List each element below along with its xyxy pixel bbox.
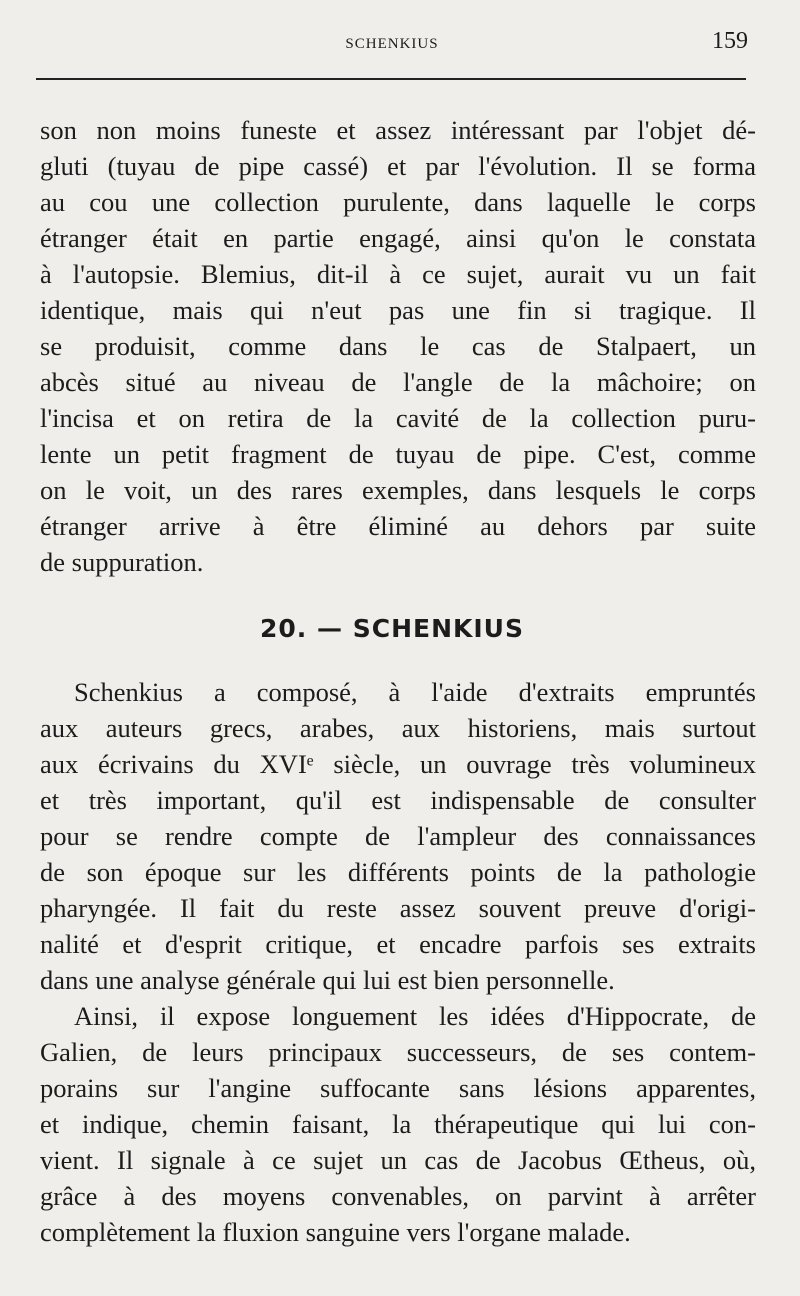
paragraph-section bbox=[40, 674, 756, 1250]
text-line: Ainsi, il expose longuement les idées d'Hippocrate, de bbox=[74, 1001, 756, 1031]
text-line: identique, mais qui n'eut pas une fin si tragique. Il bbox=[40, 295, 756, 325]
text-line: abcès situé au niveau de l'angle de la mâchoire; on bbox=[40, 367, 756, 397]
page-header bbox=[36, 28, 748, 64]
text-line: son non moins funeste et assez intéressant par l'objet dé- bbox=[40, 115, 756, 145]
text-line: grâce à des moyens convenables, on parvint à arrêter bbox=[40, 1181, 756, 1211]
text-line: lente un petit fragment de tuyau de pipe. C'est, comme bbox=[40, 439, 756, 469]
text-line: Galien, de leurs principaux successeurs, de ses contem- bbox=[40, 1037, 756, 1067]
text-line: dans une analyse générale qui lui est bien personnelle. bbox=[40, 965, 615, 995]
text-line: l'incisa et on retira de la cavité de la collection puru- bbox=[40, 403, 756, 433]
text-line: pour se rendre compte de l'ampleur des connaissances bbox=[40, 821, 756, 851]
section-title: 20. — SCHENKIUS bbox=[260, 614, 524, 643]
text-line: aux écrivains du XVIᵉ siècle, un ouvrage très volumineux bbox=[40, 749, 756, 779]
text-line: à l'autopsie. Blemius, dit-il à ce sujet, aurait vu un fait bbox=[40, 259, 756, 289]
header-rule bbox=[36, 78, 746, 80]
text-line: étranger était en partie engagé, ainsi qu'on le constata bbox=[40, 223, 756, 253]
text-line: porains sur l'angine suffocante sans lésions apparentes, bbox=[40, 1073, 756, 1103]
text-line: étranger arrive à être éliminé au dehors par suite bbox=[40, 511, 756, 541]
text-line: complètement la fluxion sanguine vers l'organe malade. bbox=[40, 1217, 631, 1247]
text-line: Schenkius a composé, à l'aide d'extraits empruntés bbox=[74, 677, 756, 707]
text-line: se produisit, comme dans le cas de Stalpaert, un bbox=[40, 331, 756, 361]
text-line: et indique, chemin faisant, la thérapeutique qui lui con- bbox=[40, 1109, 756, 1139]
paragraph-continued bbox=[40, 112, 756, 580]
text-line: de son époque sur les différents points de la pathologie bbox=[40, 857, 756, 887]
text-line: au cou une collection purulente, dans laquelle le corps bbox=[40, 187, 756, 217]
text-line: et très important, qu'il est indispensable de consulter bbox=[40, 785, 756, 815]
text-line: aux auteurs grecs, arabes, aux historiens, mais surtout bbox=[40, 713, 756, 743]
text-line: de suppuration. bbox=[40, 547, 204, 577]
text-line: gluti (tuyau de pipe cassé) et par l'évolution. Il se forma bbox=[40, 151, 756, 181]
text-line: vient. Il signale à ce sujet un cas de Jacobus Œtheus, où, bbox=[40, 1145, 756, 1175]
text-line: on le voit, un des rares exemples, dans lesquels le corps bbox=[40, 475, 756, 505]
page-number: 159 bbox=[712, 28, 748, 54]
running-head: SCHENKIUS bbox=[345, 36, 439, 52]
text-line: nalité et d'esprit critique, et encadre parfois ses extraits bbox=[40, 929, 756, 959]
text-line: pharyngée. Il fait du reste assez souvent preuve d'origi- bbox=[40, 893, 756, 923]
